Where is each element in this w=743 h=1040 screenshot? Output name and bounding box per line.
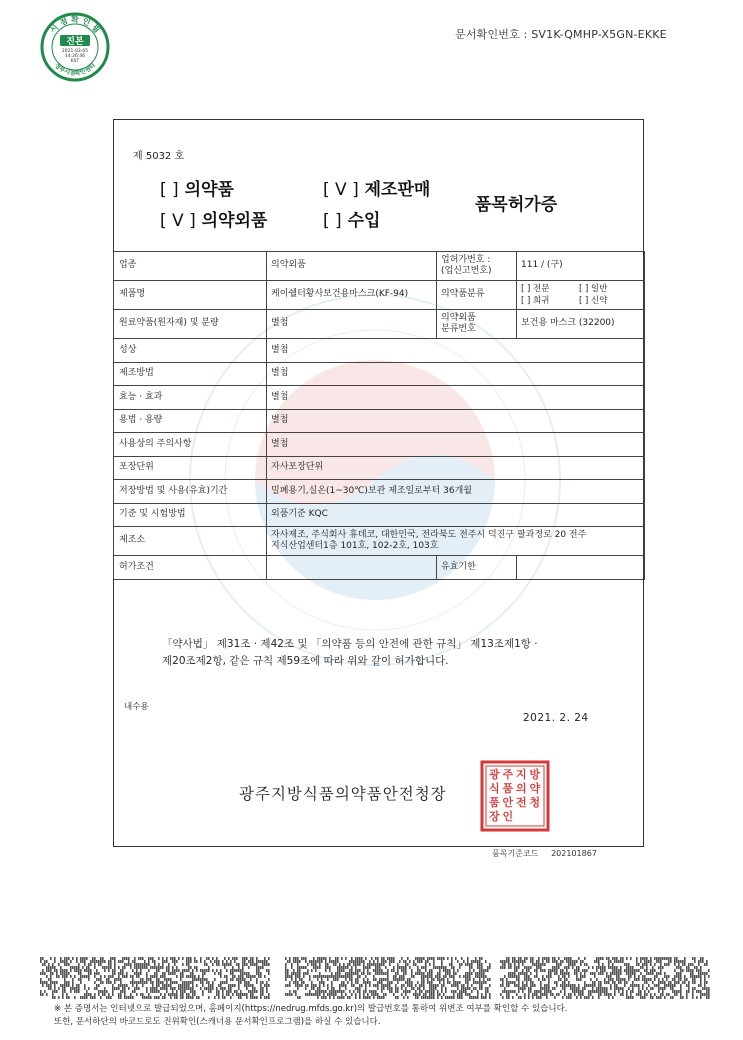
seal-timezone: KST — [70, 59, 80, 64]
table-row — [114, 556, 645, 580]
stamp-character: 인 — [502, 810, 514, 823]
business-type-label: 업종 — [114, 252, 267, 281]
table-row — [114, 386, 645, 410]
row-label: 효능 · 효과 — [114, 386, 267, 410]
footer-notice: ※ 본 증명서는 인터넷으로 발급되었으며, 홈페이지(https://nedrug.mfds.go.kr)의 발급번호를 통하여 위변조 여부를 확인할 수 있습니다. 또한, 문서하단의 바코드로도 진위확인(스캐너용 문서확인프로그램)을 하실 수 있습니다. — [54, 1004, 568, 1027]
verification-barcode — [40, 957, 710, 999]
timestamp-verification-seal — [40, 12, 110, 82]
quasi-drug-class-value: 보건용 마스크 (32200) — [517, 310, 645, 339]
row-label: 포장단위 — [114, 456, 267, 480]
seal-date: 2021-03-05 — [61, 49, 89, 54]
product-name-value: 케이쉘터황사보건용마스크(KF-94) — [267, 281, 437, 310]
document-confirmation-number: 문서확인번호 : SV1K-QMHP-X5GN-EKKE — [455, 28, 667, 41]
product-standard-code: 품목기준코드 202101867 — [492, 849, 597, 858]
table-row — [114, 527, 645, 556]
row-value: 별첨 — [267, 433, 645, 457]
stamp-character: 약 — [529, 782, 541, 795]
table-row — [114, 362, 645, 386]
business-type-value: 의약외품 — [267, 252, 437, 281]
issuing-authority: 광주지방식품의약품안전청장 — [239, 785, 447, 803]
table-row — [114, 409, 645, 433]
row-value: 자사포장단위 — [267, 456, 645, 480]
issue-date: 2021. 2. 24 — [523, 712, 589, 724]
stamp-character: 의 — [516, 782, 527, 795]
table-row — [114, 456, 645, 480]
stamp-character: 장 — [489, 810, 500, 823]
drug-class-option: [ ] 희귀 — [521, 295, 550, 306]
registration-number: 제 5032 호 — [133, 151, 185, 162]
conditions-label: 허가조건 — [114, 556, 267, 580]
seal-time: 14:26:46 — [64, 54, 86, 59]
ingredients-value: 별첨 — [267, 310, 437, 339]
category-quasi-drug: [ V ] 의약외품 — [160, 211, 268, 231]
drug-class-option: [ ] 전문 — [521, 283, 550, 294]
drug-class-label: 의약품분류 — [437, 281, 517, 310]
permit-number-label: 업허가번호 : (업신고번호) — [437, 252, 517, 281]
conditions-value — [267, 556, 437, 580]
certificate-title: 품목허가증 — [475, 195, 558, 215]
product-name-label: 제품명 — [114, 281, 267, 310]
row-label: 성상 — [114, 339, 267, 363]
table-row — [114, 281, 645, 310]
stamp-character: 청 — [529, 796, 541, 809]
manufacturer-value: 자사제조, 주식회사 휴데코, 대한민국, 전라북도 전주시 덕진구 팔과정로 20 전주 지식산업센터1층 101호, 102-2호, 103호 — [267, 527, 645, 556]
row-value: 별첨 — [267, 362, 645, 386]
expiry-label: 유효기한 — [437, 556, 517, 580]
row-label: 용법 · 용량 — [114, 409, 267, 433]
drug-class-option: [ ] 신약 — [579, 295, 608, 306]
stamp-character: 품 — [489, 796, 500, 809]
manufacturer-label: 제조소 — [114, 527, 267, 556]
table-row — [114, 310, 645, 339]
seal-center-label: 진본 — [66, 37, 84, 47]
table-row — [114, 503, 645, 527]
stamp-character: 식 — [489, 782, 500, 795]
domestic-use-label: 내수용 — [124, 702, 149, 712]
stamp-character: 주 — [502, 768, 514, 781]
table-row — [114, 339, 645, 363]
permit-number-value: 111 / (구) — [517, 252, 645, 281]
ingredients-label: 원료약품(원자재) 및 분량 — [114, 310, 267, 339]
row-label: 기준 및 시험방법 — [114, 503, 267, 527]
table-row — [114, 480, 645, 504]
category-manufacture-sale: [ V ] 제조판매 — [323, 180, 431, 200]
drug-class-options — [517, 281, 645, 310]
stamp-character: 방 — [529, 768, 541, 781]
row-label: 사용상의 주의사항 — [114, 433, 267, 457]
stamp-character: 품 — [502, 782, 514, 795]
row-label: 제조방법 — [114, 362, 267, 386]
stamp-character: 안 — [502, 796, 514, 809]
row-label: 저장방법 및 사용(유효)기간 — [114, 480, 267, 504]
stamp-character: 전 — [516, 796, 527, 809]
stamp-character: 지 — [516, 768, 527, 781]
row-value: 밀폐용기,실온(1~30℃)보관 제조일로부터 36개월 — [267, 480, 645, 504]
row-value: 별첨 — [267, 386, 645, 410]
table-row — [114, 252, 645, 281]
product-info-table — [113, 251, 645, 580]
category-drug: [ ] 의약품 — [160, 180, 234, 200]
category-import: [ ] 수입 — [323, 211, 381, 231]
row-value: 외품기준 KQC — [267, 503, 645, 527]
legal-statement: 「약사법」 제31조 · 제42조 및 「의약품 등의 안전에 관한 규칙」 제13조제1항 · 제20조제2항, 같은 규칙 제59조에 따라 위와 같이 허가합니다. — [162, 638, 538, 667]
stamp-character: 광 — [489, 768, 500, 781]
row-value: 별첨 — [267, 339, 645, 363]
seal-ring-text: 시 점 확 인 필 — [48, 15, 102, 35]
official-seal-stamp — [480, 760, 550, 832]
seal-bottom-text: 정부시점확인센터 — [53, 62, 97, 78]
table-row — [114, 433, 645, 457]
quasi-drug-class-label: 의약외품 분류번호 — [437, 310, 517, 339]
drug-class-option: [ ] 일반 — [579, 283, 608, 294]
row-value: 별첨 — [267, 409, 645, 433]
expiry-value — [517, 556, 645, 580]
